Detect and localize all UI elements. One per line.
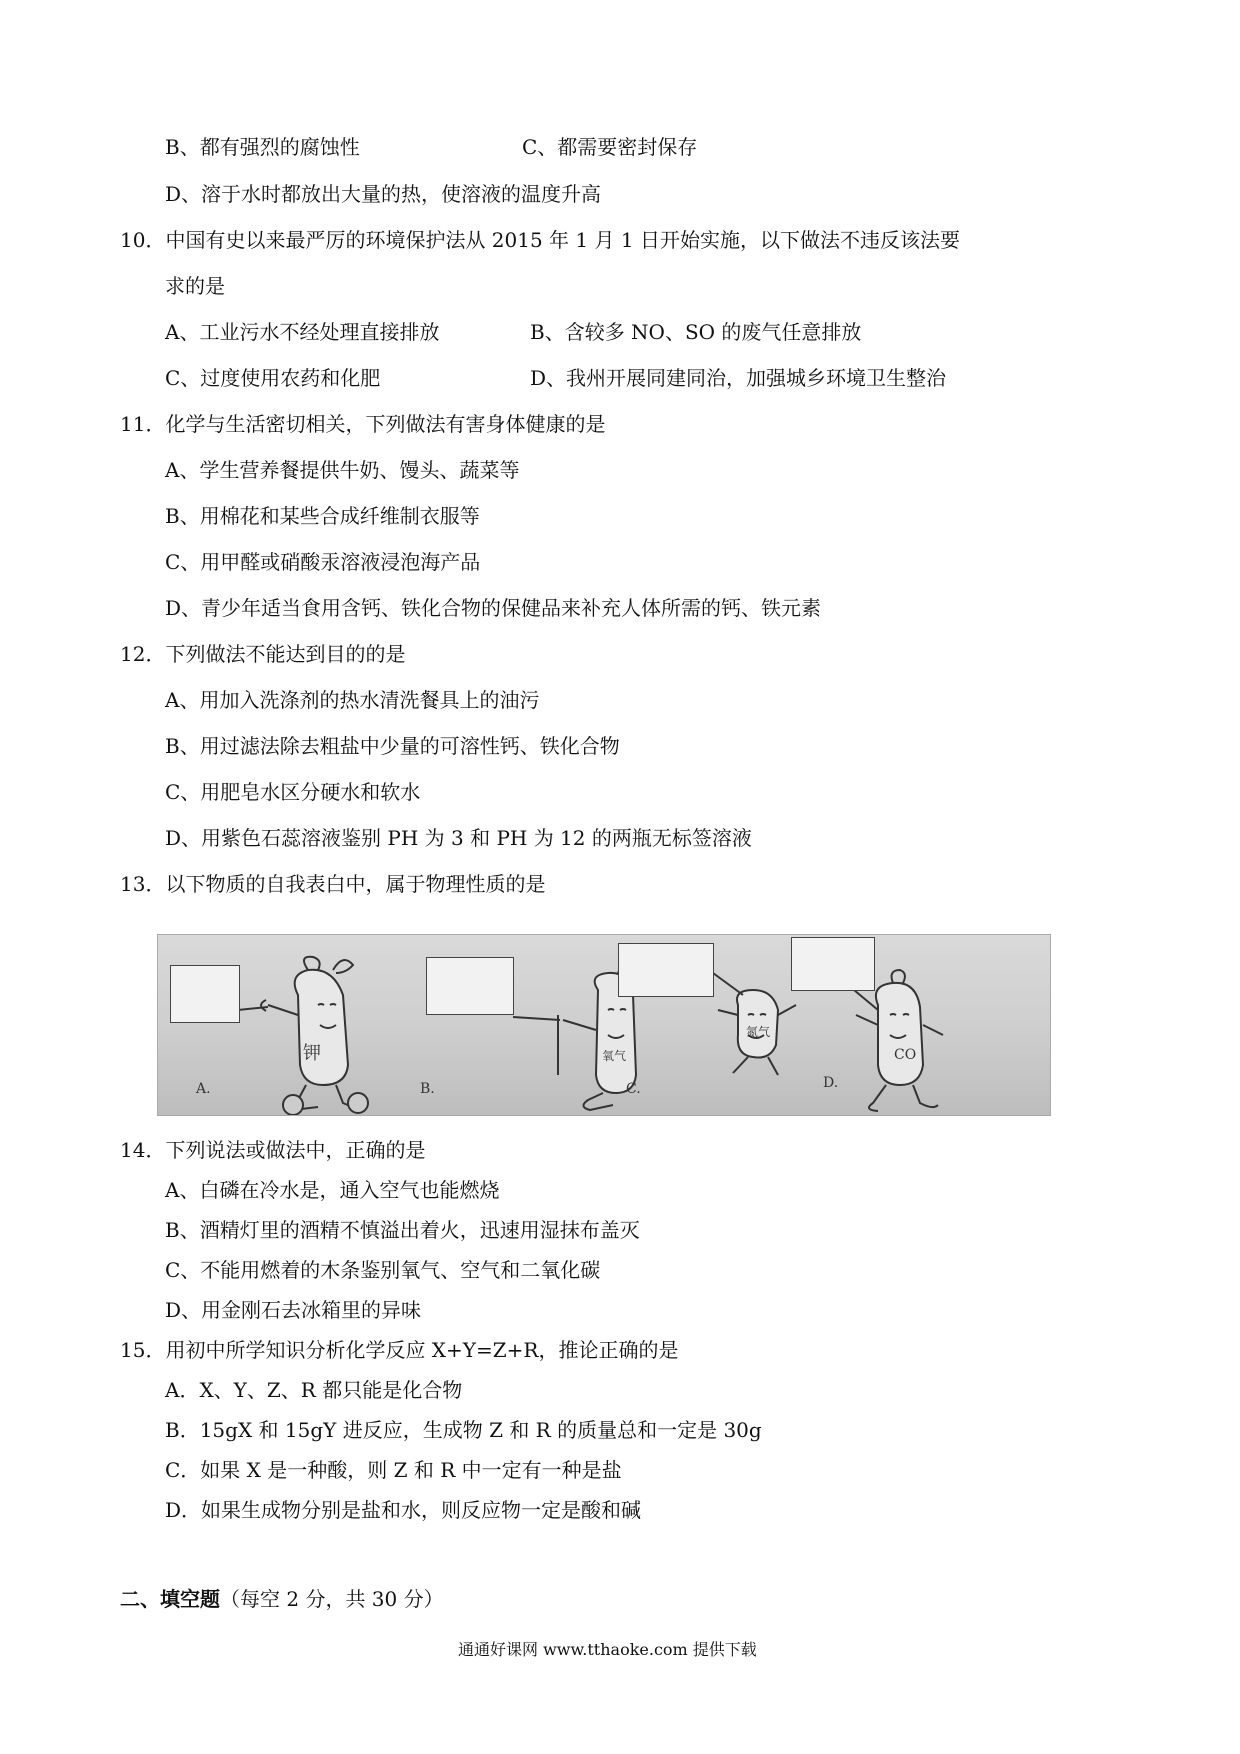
q11-option-d: D、青少年适当食用含钙、铁化合物的保健品来补充人体所需的钙、铁元素 — [165, 596, 822, 620]
section-note: （每空 2 分，共 30 分） — [220, 1587, 444, 1611]
section-title: 二、填空题 — [120, 1587, 220, 1611]
q14-option-b: B、酒精灯里的酒精不慎溢出着火，迅速用湿抹布盖灭 — [165, 1218, 640, 1242]
label-a: 钾 — [303, 1043, 321, 1064]
bubble-b — [426, 957, 514, 1015]
q10-option-d: D、我州开展同建同治，加强城乡环境卫生整治 — [530, 366, 947, 390]
q15-option-b: B．15gX 和 15gY 进反应，生成物 Z 和 R 的质量总和一定是 30g — [165, 1418, 762, 1442]
label-b: 氧气 — [602, 1049, 627, 1063]
q14-option-a: A、白磷在冷水是，通入空气也能燃烧 — [165, 1178, 500, 1202]
q11-option-c: C、用甲醛或硝酸汞溶液浸泡海产品 — [165, 550, 481, 574]
q11-option-b: B、用棉花和某些合成纤维制衣服等 — [165, 504, 480, 528]
q12-option-d: D、用紫色石蕊溶液鉴别 PH 为 3 和 PH 为 12 的两瓶无标签溶液 — [165, 826, 752, 850]
q9-option-b: B、都有强烈的腐蚀性 — [165, 135, 360, 159]
letter-c: C. — [626, 1081, 641, 1097]
q10-stem-line2: 求的是 — [165, 274, 225, 298]
page-footer: 通通好课网 www.tthaoke.com 提供下载 — [458, 1640, 757, 1659]
q12-option-a: A、用加入洗涤剂的热水清洗餐具上的油污 — [165, 688, 540, 712]
letter-d: D. — [823, 1075, 839, 1091]
bubble-a — [170, 965, 240, 1023]
q15-option-a: A．X、Y、Z、R 都只能是化合物 — [165, 1378, 463, 1402]
q12-option-c: C、用肥皂水区分硬水和软水 — [165, 780, 421, 804]
q9-option-d: D、溶于水时都放出大量的热，使溶液的温度升高 — [165, 182, 602, 206]
q13-cartoon-figure — [157, 934, 1051, 1116]
q12-stem: 12．下列做法不能达到目的的是 — [120, 642, 406, 666]
q15-option-d: D．如果生成物分别是盐和水，则反应物一定是酸和碱 — [165, 1498, 642, 1522]
q10-stem-line1: 10．中国有史以来最严厉的环境保护法从 2015 年 1 月 1 日开始实施，以下做法不违反该法要 — [120, 228, 960, 252]
letter-b: B. — [420, 1081, 435, 1097]
q14-stem: 14．下列说法或做法中，正确的是 — [120, 1138, 426, 1162]
label-c: 氮气 — [746, 1025, 771, 1039]
label-d: CO — [894, 1047, 917, 1063]
q15-stem: 15．用初中所学知识分析化学反应 X+Y=Z+R，推论正确的是 — [120, 1338, 679, 1362]
q15-option-c: C．如果 X 是一种酸，则 Z 和 R 中一定有一种是盐 — [165, 1458, 622, 1482]
q11-stem: 11．化学与生活密切相关，下列做法有害身体健康的是 — [120, 412, 606, 436]
q14-option-d: D、用金刚石去冰箱里的异味 — [165, 1298, 422, 1322]
bubble-c — [618, 943, 714, 997]
section-heading — [120, 1585, 444, 1613]
q10-option-c: C、过度使用农药和化肥 — [165, 366, 381, 390]
q12-option-b: B、用过滤法除去粗盐中少量的可溶性钙、铁化合物 — [165, 734, 620, 758]
q14-option-c: C、不能用燃着的木条鉴别氧气、空气和二氧化碳 — [165, 1258, 601, 1282]
q9-option-c: C、都需要密封保存 — [522, 135, 698, 159]
q11-option-a: A、学生营养餐提供牛奶、馒头、蔬菜等 — [165, 458, 520, 482]
q10-option-b: B、含较多 NO、SO 的废气任意排放 — [530, 320, 862, 344]
q10-option-a: A、工业污水不经处理直接排放 — [165, 320, 440, 344]
bubble-d — [791, 937, 875, 991]
q13-stem: 13．以下物质的自我表白中，属于物理性质的是 — [120, 872, 546, 896]
letter-a: A. — [196, 1081, 211, 1097]
cartoon-drawings — [158, 935, 1050, 1115]
